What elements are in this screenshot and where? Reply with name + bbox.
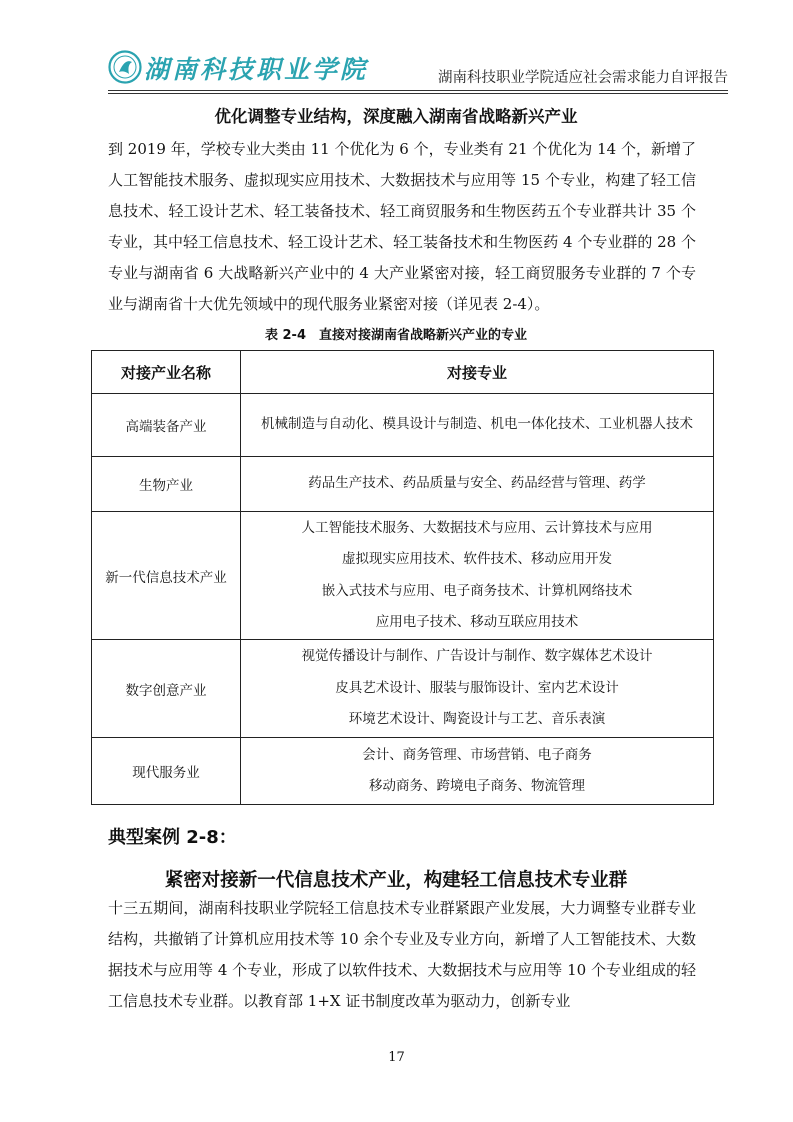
- table-row: [92, 512, 714, 640]
- major-line: 会计、商务管理、市场营销、电子商务: [362, 746, 592, 763]
- industry-cell: 高端装备产业: [92, 394, 241, 457]
- table-row: [92, 457, 714, 512]
- school-emblem-icon: [108, 50, 142, 84]
- industry-major-table: [91, 350, 714, 805]
- major-line: 嵌入式技术与应用、电子商务技术、计算机网络技术: [321, 582, 633, 599]
- major-line: 移动商务、跨境电子商务、物流管理: [369, 778, 585, 794]
- page-header: [108, 38, 728, 94]
- section-heading: 优化调整专业结构，深度融入湖南省战略新兴产业: [214, 107, 578, 126]
- majors-cell: [241, 738, 714, 805]
- major-line: 机械制造与自动化、模具设计与制造、机电一体化技术、工业机器人技术: [261, 416, 693, 433]
- section-paragraph: 到 2019 年，学校专业大类由 11 个优化为 6 个，专业类有 21 个优化为 14 个，新增了人工智能技术服务、虚拟现实应用技术、大数据技术与应用等 15 个专业，构建了轻工信息技术、轻工设计艺术、轻工装备技术、轻工商贸服务和生物医药五个专业群共计 35 个专业，其中轻工信息技术、轻工设计艺术、轻工装备技术和生物医药 4 个专业群的 28 个专业与湖南省 6 大战略新兴产业中的 4 大产业紧密对接，轻工商贸服务专业群的 7 个专业与湖南省十大优先领域中的现代服务业紧密对接（详见表 2-4）。: [108, 140, 696, 313]
- header-industry: 对接产业名称: [92, 351, 241, 394]
- header-divider: [108, 90, 728, 91]
- header-divider-thin: [108, 93, 728, 94]
- major-line: 人工智能技术服务、大数据技术与应用、云计算技术与应用: [301, 519, 653, 536]
- major-line: 应用电子技术、移动互联应用技术: [375, 614, 579, 630]
- case-heading: 紧密对接新一代信息技术产业，构建轻工信息技术专业群: [164, 870, 628, 891]
- major-line: 皮具艺术设计、服装与服饰设计、室内艺术设计: [335, 679, 619, 696]
- majors-cell: [241, 640, 714, 738]
- major-line: 视觉传播设计与制作、广告设计与制作、数字媒体艺术设计: [301, 648, 653, 665]
- majors-cell: [241, 394, 714, 457]
- major-line: 虚拟现实应用技术、软件技术、移动应用开发: [342, 551, 612, 567]
- page-number: 17: [388, 1050, 405, 1065]
- case-paragraph: 十三五期间，湖南科技职业学院轻工信息技术专业群紧跟产业发展，大力调整专业群专业结构，共撤销了计算机应用技术等 10 余个专业及专业方向，新增了人工智能技术、大数据技术与应用等 4 个专业，形成了以软件技术、大数据技术与应用等 10 个专业组成的轻工信息技术专业群。以教育部 1+X 证书制度改革为驱动力，创新专业: [108, 899, 696, 1010]
- header-majors: 对接专业: [241, 351, 714, 394]
- table-row: [92, 394, 714, 457]
- report-title: 湖南科技职业学院适应社会需求能力自评报告: [438, 70, 728, 86]
- table-caption: 表 2-4 直接对接湖南省战略新兴产业的专业: [264, 328, 527, 343]
- majors-cell: [241, 457, 714, 512]
- case-label: 典型案例 2-8：: [108, 827, 237, 848]
- industry-cell: 新一代信息技术产业: [92, 512, 241, 640]
- table-row: [92, 640, 714, 738]
- majors-cell: [241, 512, 714, 640]
- industry-cell: 现代服务业: [92, 738, 241, 805]
- table-row: [92, 738, 714, 805]
- industry-cell: 数字创意产业: [92, 640, 241, 738]
- table-header-row: [92, 351, 714, 394]
- school-logo-text: 湖南科技职业学院: [144, 55, 369, 84]
- major-line: 药品生产技术、药品质量与安全、药品经营与管理、药学: [308, 475, 646, 492]
- industry-cell: 生物产业: [92, 457, 241, 512]
- major-line: 环境艺术设计、陶瓷设计与工艺、音乐表演: [348, 711, 606, 728]
